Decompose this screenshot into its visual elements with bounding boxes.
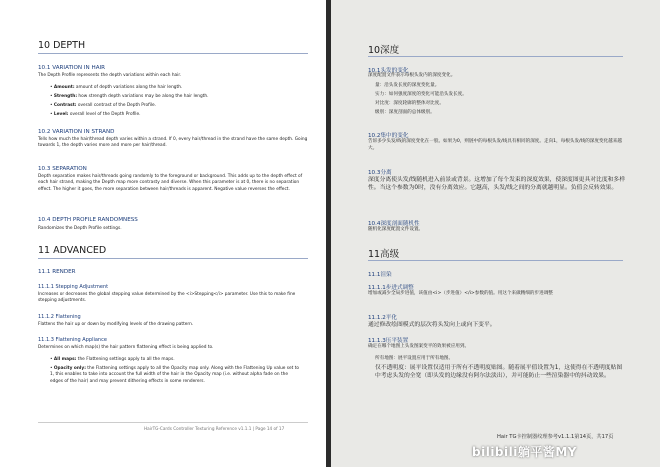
bullet-all-maps: • All maps: the Flattening settings apply to all the maps. bbox=[50, 357, 175, 362]
bullet-strength: • Strength: how strength depth variations may be along the hair length. bbox=[50, 94, 209, 99]
bullet-all-maps: 所有地图：展平设置应用于所有地图。 bbox=[375, 356, 454, 361]
bullet-text: the Flattening settings apply to all the Opacity map only. Along with the Flattening Up value set to 1, this enables to take into account the full width of the hair in the Opacity map (i.e. without alpha fade on the edges of the hair) and may prevent dithering effects in some renderers. bbox=[50, 366, 300, 384]
bullet-level: 级别：深度剖面的总体级别。 bbox=[375, 110, 435, 115]
bullet-strength: 实力：如何强度深度的变化可能沿头发长度。 bbox=[375, 92, 467, 97]
section-11-1-1-text: 增加或减少全局步进值，该值由<i>（步进值）</i>参数的值。用这个来做精细的步进调整 bbox=[368, 291, 553, 296]
section-11-1-2-text: Flattens the hair up or down by modifying levels of the drawing pattern. bbox=[38, 322, 194, 327]
bilibili-watermark: bilibili躺平酱MY bbox=[472, 445, 577, 459]
bullet-opacity-only: 仅不透明度：展平设置仅适用于所有不透明度贴图。随着展平值设置为1，这使得在不透明度贴图中考虑头发的全宽（即头发的边缘没有阿尔法淡出），并可能防止一些渲染器中的抖动效果。 bbox=[375, 365, 623, 380]
section-11-1-1-text: Increases or decreases the global stepping value determined by the <i>Stepping</i> parameter. Use this to make fine stepping adjustments. bbox=[38, 292, 296, 304]
bullet-text: the Flattening settings apply to all the maps. bbox=[76, 357, 175, 362]
section-10-2-text: Tells how much the hair/thread depth varies within a strand. If 0, every hair/thread in the strand have the same depth. Going towards 1, the depth varies more and more per hair/thread. bbox=[38, 137, 308, 149]
chapter-10-title: 10深度 bbox=[368, 45, 400, 56]
footer-text: Hair TG卡控制器纹理参考v1.1.1第14页，共17页 bbox=[497, 434, 614, 440]
bullet-text: amount of depth variations along the hair length. bbox=[74, 85, 183, 90]
section-11-1-2-text: 通过修改绘图模式的层次将头发向上或向下变平。 bbox=[368, 322, 496, 328]
section-11-1-3-text: 确定在哪个地图上头发图案变平的效果被应用到。 bbox=[368, 344, 470, 349]
bullet-contrast: • Contrast: overall contrast of the Depth Profile. bbox=[50, 103, 157, 108]
left-page bbox=[0, 0, 326, 467]
section-10-4-text: 随机化深度配置文件设置。 bbox=[368, 227, 424, 232]
bullet-contrast: 对比度：深度轮廓的整体对比度。 bbox=[375, 101, 444, 106]
chapter-11-title: 11高级 bbox=[368, 249, 400, 260]
chapter-rule bbox=[368, 260, 623, 261]
section-10-4-text: Randomizes the Depth Profile settings. bbox=[38, 226, 122, 231]
bullet-level: • Level: overall level of the Depth Profile. bbox=[50, 112, 141, 117]
section-10-3-text: Depth separation makes hair/threads going randomly to the foreground or background. This adds up to the depth effect of each hair strand, making the Depth map more contrasty and diverse. When this parameter is at 0, there is no separation effect. The higher it goes, the more separation between hair/threads is apparent. Negative value reverses the effect. bbox=[38, 174, 303, 192]
section-10-1-title: 10.1 VARIATION IN HAIR bbox=[38, 65, 106, 71]
chapter-10-title: 10 DEPTH bbox=[38, 40, 86, 51]
section-10-3-text: 深度分离使头发/线随机进入前景或背景。这增加了每个发束的深度效果，使深度图更具对比度和多样性。当这个参数为0时，没有分离效应。它越高，头发/线之间的分离就越明显。负值会反转效果。 bbox=[368, 177, 626, 192]
bullet-term: Contrast: bbox=[53, 103, 77, 108]
section-11-1-1-title: 11.1.1步进式调整 bbox=[368, 285, 414, 291]
section-11-1-2-title: 11.1.2 Flattening bbox=[38, 314, 81, 320]
chapter-rule bbox=[38, 258, 308, 259]
bullet-amount: • Amount: amount of depth variations along the hair length. bbox=[50, 85, 183, 90]
section-10-2-text: 告诉多少头发/线的深度变化在一股。如果为0，则链中的每根头发/线具有相同的深度。走向1，每根头发/线的深度变化越来越大。 bbox=[368, 139, 622, 151]
bullet-term: Strength: bbox=[53, 94, 78, 99]
bullet-opacity-only: • Opacity only: the Flattening settings apply to all the Opacity map only. Along with the Flattening Up value set to 1, this enables to take into account the full width of the hair in the Opacity map (i.e. without alpha fade on the edges of the hair) and may prevent dithering effects in some renderers. bbox=[50, 366, 300, 384]
section-10-2-title: 10.2 VARIATION IN STRAND bbox=[38, 129, 115, 135]
section-10-3-title: 10.3分离 bbox=[368, 170, 392, 176]
section-11-1-3-title: 11.1.3压平装置 bbox=[368, 338, 409, 344]
section-10-4-title: 10.4 DEPTH PROFILE RANDOMNESS bbox=[38, 217, 138, 223]
section-11-1-title: 11.1渲染 bbox=[368, 272, 392, 278]
bullet-term: Amount: bbox=[53, 85, 75, 90]
section-10-1-text: 深度配置文件表示每根头发内的深度变化。 bbox=[368, 73, 456, 78]
bullet-text: how strength depth variations may be along the hair length. bbox=[77, 94, 209, 99]
section-11-1-title: 11.1 RENDER bbox=[38, 269, 76, 275]
bullet-text: overall contrast of the Depth Profile. bbox=[76, 103, 157, 108]
section-10-3-title: 10.3 SEPARATION bbox=[38, 166, 87, 172]
section-10-2-title: 10.2集中的变化 bbox=[368, 133, 409, 139]
section-11-1-1-title: 11.1.1 Stepping Adjustment bbox=[38, 284, 109, 290]
section-10-4-title: 10.4深度剖面随机性 bbox=[368, 221, 420, 227]
chapter-rule bbox=[38, 53, 308, 54]
section-11-1-3-title: 11.1.3 Flattening Appliance bbox=[38, 337, 107, 343]
section-10-1-title: 10.1头发的变化 bbox=[368, 68, 409, 74]
right-page bbox=[331, 0, 660, 467]
bullet-term: Opacity only: bbox=[53, 366, 86, 371]
footer-rule bbox=[38, 422, 308, 423]
footer-text: HairTG-Cards Controller Texturing Reference v1.1.1 | Page 14 of 17 bbox=[144, 426, 285, 431]
bullet-text: overall level of the Depth Profile. bbox=[68, 112, 141, 117]
bullet-amount: 量：沿头发长度的深度变化量。 bbox=[375, 83, 440, 88]
chapter-rule bbox=[368, 56, 623, 57]
section-10-1-text: The Depth Profile represents the depth variations within each hair. bbox=[38, 73, 182, 78]
bullet-term: All maps: bbox=[53, 357, 77, 362]
section-11-1-3-text: Determines on which map(s) the hair pattern flattening effect is being applied to. bbox=[38, 345, 214, 350]
bullet-term: Level: bbox=[53, 112, 69, 117]
chapter-11-title: 11 ADVANCED bbox=[38, 245, 107, 256]
section-11-1-2-title: 11.1.2平化 bbox=[368, 315, 397, 321]
